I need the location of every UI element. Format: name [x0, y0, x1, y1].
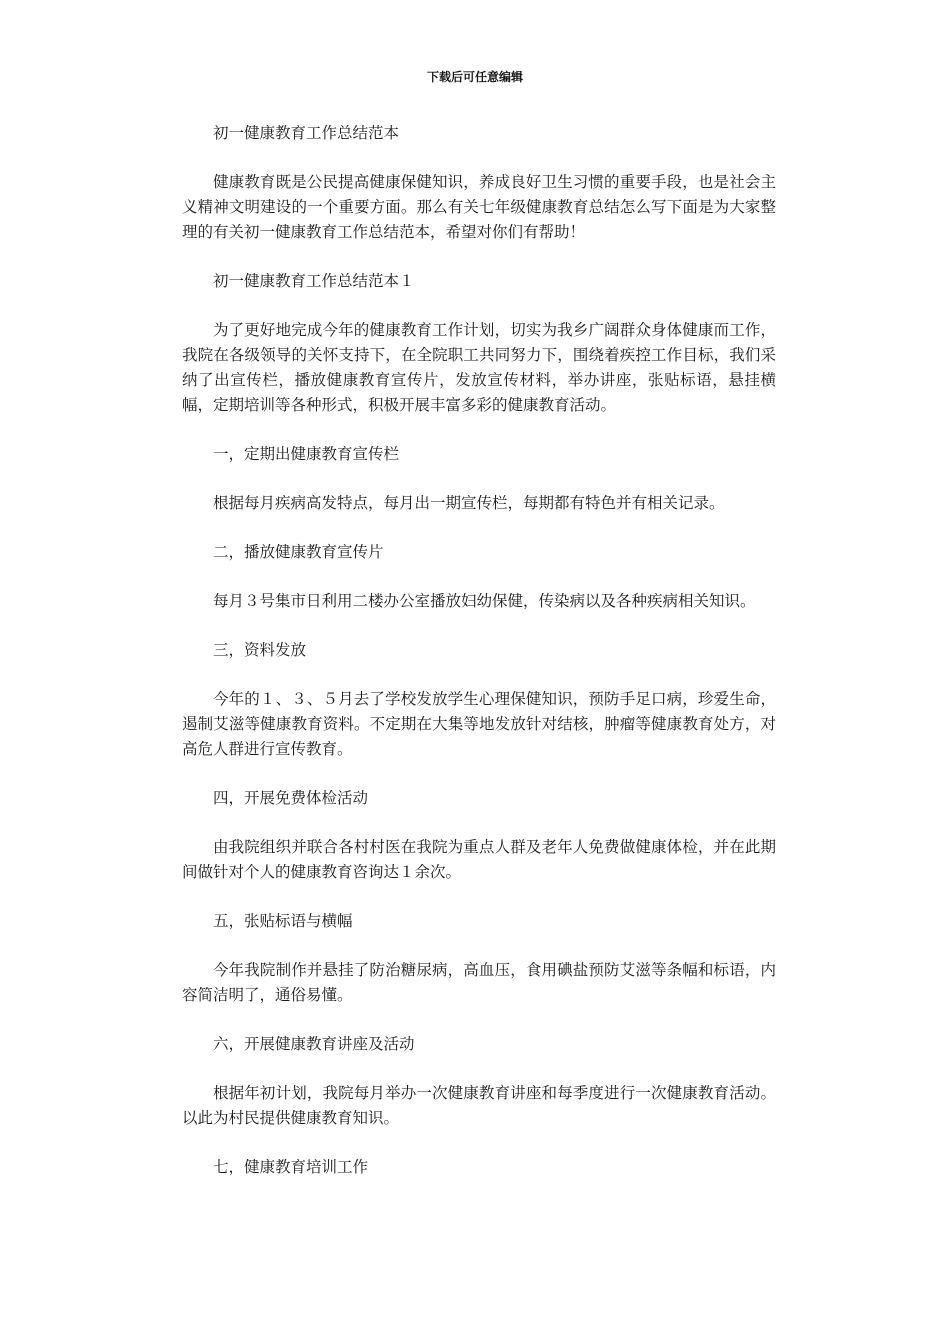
overview-paragraph: 为了更好地完成今年的健康教育工作计划，切实为我乡广阔群众身体健康而工作，我院在各级领导的关怀支持下，在全院职工共同努力下，围绕着疾控工作目标，我们采纳了出宣传栏，播放健康教育宣传片，发放宣传材料，举办讲座，张贴标语，悬挂横幅，定期培训等各种形式，积极开展丰富多彩的健康教育活动。 [182, 321, 776, 414]
document-body [182, 121, 776, 1204]
section-body: 今年我院制作并悬挂了防治糖尿病，高血压，食用碘盐预防艾滋等条幅和标语，内容简洁明了，通俗易懂。 [182, 961, 776, 1004]
section-body: 由我院组织并联合各村村医在我院为重点人群及老年人免费做健康体检，并在此期间做针对个人的健康教育咨询达１余次。 [182, 838, 776, 881]
document-subtitle: 初一健康教育工作总结范本１ [213, 272, 415, 290]
section-heading: 四，开展免费体检活动 [213, 789, 369, 807]
section-heading: 六，开展健康教育讲座及活动 [213, 1035, 415, 1053]
page-header: 下载后可任意编辑 [426, 70, 523, 84]
document-title: 初一健康教育工作总结范本 [213, 124, 400, 142]
section-heading: 三，资料发放 [213, 641, 307, 659]
section-heading: 二，播放健康教育宣传片 [213, 543, 384, 561]
section-body: 今年的１、３、５月去了学校发放学生心理保健知识，预防手足口病，珍爱生命，遏制艾滋等健康教育资料。不定期在大集等地发放针对结核，肿瘤等健康教育处方，对高危人群进行宣传教育。 [182, 690, 776, 758]
section-body: 根据每月疾病高发特点，每月出一期宣传栏，每期都有特色并有相关记录。 [213, 494, 725, 512]
section-body: 每月３号集市日利用二楼办公室播放妇幼保健，传染病以及各种疾病相关知识。 [213, 592, 756, 610]
section-heading: 七，健康教育培训工作 [213, 1158, 369, 1176]
section-heading: 五，张贴标语与横幅 [213, 912, 353, 930]
section-body: 根据年初计划，我院每月举办一次健康教育讲座和每季度进行一次健康教育活动。以此为村民提供健康教育知识。 [182, 1084, 776, 1127]
intro-paragraph: 健康教育既是公民提高健康保健知识，养成良好卫生习惯的重要手段，也是社会主义精神文明建设的一个重要方面。那么有关七年级健康教育总结怎么写下面是为大家整理的有关初一健康教育工作总结范本，希望对你们有帮助！ [182, 173, 776, 241]
section-heading: 一，定期出健康教育宣传栏 [213, 445, 400, 463]
